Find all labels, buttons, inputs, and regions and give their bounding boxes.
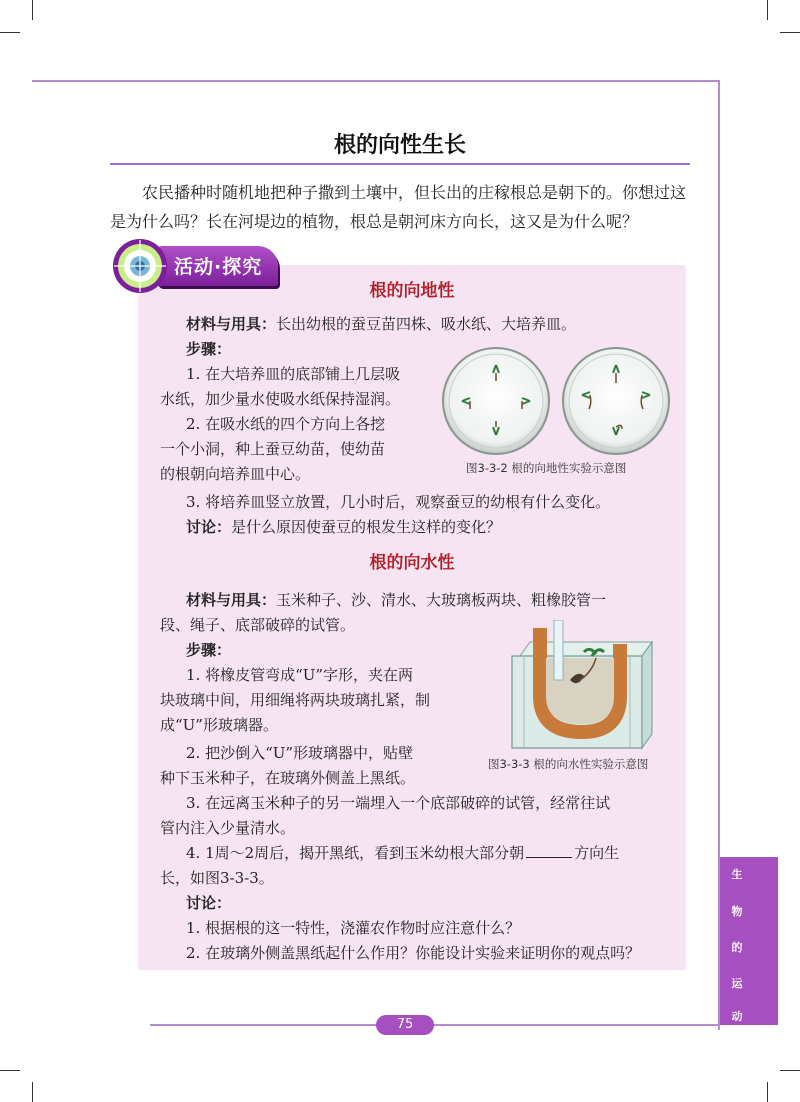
section-heading-hydrotropism: 根的向水性 — [369, 553, 455, 573]
crop-mark — [767, 0, 768, 20]
step-line: 成“U”形玻璃器。 — [160, 716, 278, 734]
materials-text: 长出幼根的蚕豆苗四株、吸水纸、大培养皿。 — [276, 315, 577, 333]
materials-line: 段、绳子、底部破碎的试管。 — [160, 616, 356, 634]
crop-mark — [32, 1082, 33, 1102]
u-tube-figure — [506, 620, 658, 752]
step-line — [186, 841, 619, 866]
figure-caption-3-3-3: 图3-3-3 根的向水性实验示意图 — [488, 757, 649, 771]
crop-mark — [0, 1070, 20, 1071]
step-line: 的根朝向培养皿中心。 — [160, 465, 311, 483]
materials-line — [186, 312, 576, 337]
side-tab-char: 动 — [731, 1010, 743, 1023]
footer-rule — [150, 1024, 720, 1026]
petri-dish-left — [443, 348, 549, 454]
materials-text: 玉米种子、沙、清水、大玻璃板两块、粗橡胶管一 — [276, 591, 607, 609]
step-line: 3. 在远离玉米种子的另一端埋入一个底部破碎的试管，经常往试 — [186, 794, 611, 812]
page-frame-top — [32, 80, 720, 82]
steps-label: 步骤： — [186, 340, 232, 358]
discussion-question: 2. 在玻璃外侧盖黑纸起什么作用？你能设计实验来证明你的观点吗？ — [186, 944, 641, 962]
step-line: 管内注入少量清水。 — [160, 819, 296, 837]
step-text: 方向生 — [574, 844, 620, 862]
step-line: 长，如图3-3-3。 — [160, 869, 274, 887]
crop-mark — [780, 1070, 800, 1071]
steps-label: 步骤： — [186, 641, 232, 659]
step-line: 2. 把沙倒入“U”形玻璃器中，贴壁 — [186, 744, 414, 762]
materials-line — [186, 588, 606, 613]
discussion-text: 是什么原因使蚕豆的根发生这样的变化？ — [231, 518, 502, 536]
figure-caption-3-3-2: 图3-3-2 根的向地性实验示意图 — [466, 461, 627, 475]
activity-badge-label: 活动·探究 — [174, 256, 263, 278]
discussion-label: 讨论： — [186, 518, 232, 536]
side-tab-char: 运 — [731, 977, 743, 990]
section-heading-geotropism: 根的向地性 — [369, 281, 455, 301]
step-line: 一个小洞，种上蚕豆幼苗，使幼苗 — [160, 440, 386, 458]
crop-mark — [767, 1082, 768, 1102]
discussion-line — [186, 515, 501, 540]
step-line: 3. 将培养皿竖立放置，几小时后，观察蚕豆的幼根有什么变化。 — [186, 493, 611, 511]
step-text: 4. 1周～2周后，揭开黑纸，看到玉米幼根大部分朝 — [186, 844, 525, 862]
step-line: 水纸，加少量水使吸水纸保持湿润。 — [160, 390, 401, 408]
materials-label: 材料与用具： — [186, 591, 277, 609]
crop-mark — [32, 0, 33, 20]
discussion-label: 讨论： — [186, 894, 232, 912]
side-tab-char: 物 — [731, 905, 743, 918]
crop-mark — [0, 32, 20, 33]
materials-label: 材料与用具： — [186, 315, 277, 333]
step-line: 2. 在吸水纸的四个方向上各挖 — [186, 415, 386, 433]
crop-mark — [780, 32, 800, 33]
page-number: 75 — [376, 1015, 434, 1035]
side-tab-char: 生 — [731, 868, 743, 881]
step-line: 1. 将橡皮管弯成“U”字形，夹在两 — [186, 666, 414, 684]
side-tab-char: 的 — [731, 941, 743, 954]
intro-paragraph: 农民播种时随机地把种子撒到土壤中，但长出的庄稼根总是朝下的。你想过这是为什么吗？长在河堤边的植物，根总是朝河床方向长，这又是为什么呢？ — [110, 183, 687, 231]
fill-in-blank — [526, 843, 572, 858]
title-divider — [110, 163, 690, 165]
step-line: 种下玉米种子，在玻璃外侧盖上黑纸。 — [160, 769, 416, 787]
step-line: 1. 在大培养皿的底部铺上几层吸 — [186, 365, 401, 383]
step-line: 块玻璃中间，用细绳将两块玻璃扎紧，制 — [160, 691, 431, 709]
discussion-question: 1. 根据根的这一特性，浇灌农作物时应注意什么？ — [186, 919, 521, 937]
petri-dish-right — [563, 348, 669, 454]
petri-dish-figure — [440, 345, 672, 457]
page-title: 根的向性生长 — [333, 133, 466, 158]
